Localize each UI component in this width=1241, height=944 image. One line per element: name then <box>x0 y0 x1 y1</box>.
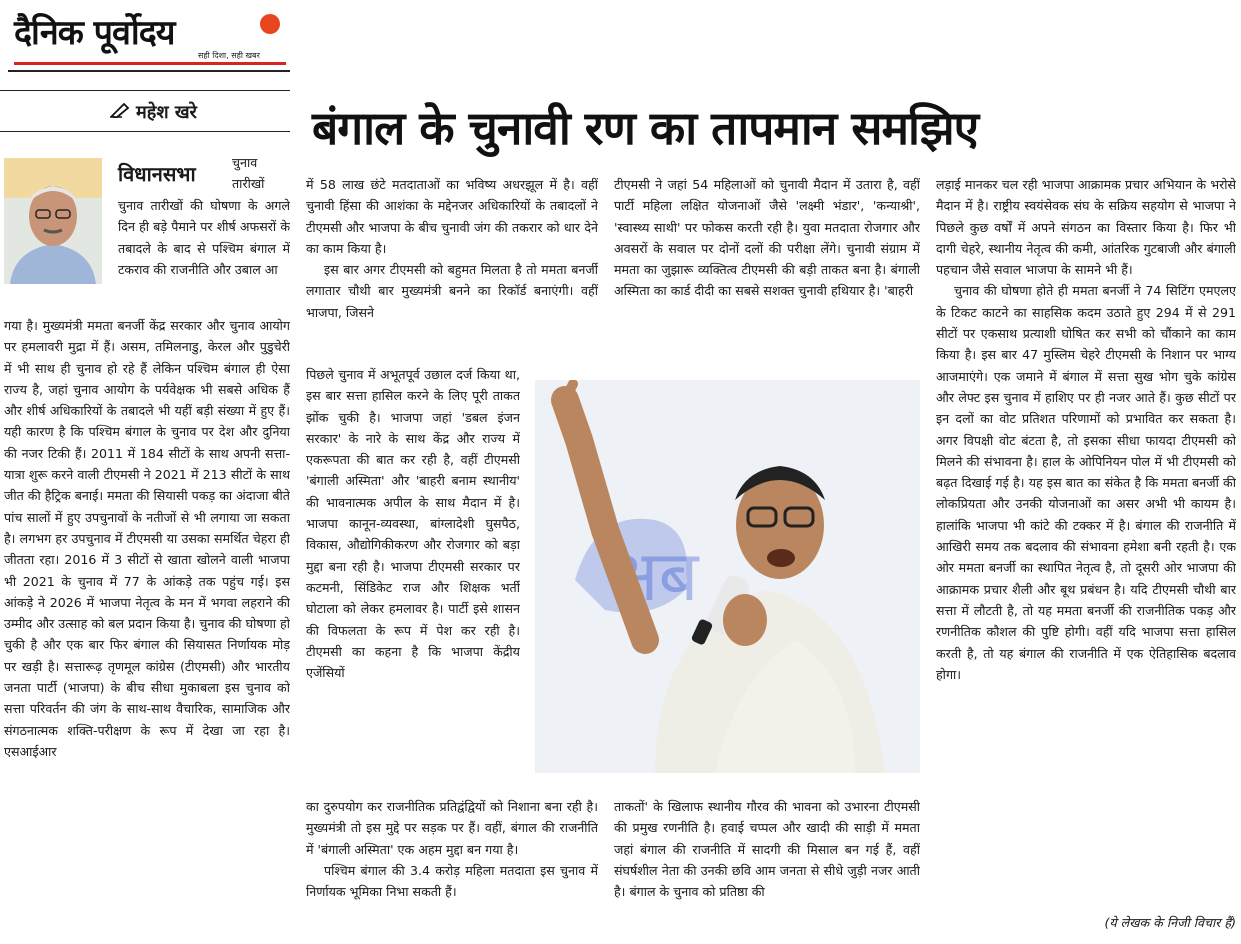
divider <box>8 70 290 72</box>
column-3-top <box>614 174 920 364</box>
column-3-bottom <box>614 796 920 938</box>
paragraph: टीएमसी ने जहां 54 महिलाओं को चुनावी मैदान में उतारा है, वहीं पार्टी महिला लक्षित योजनाओं जैसे 'लक्ष्मी भंडार', 'कन्याश्री', 'स्वास्थ्य साथी' पर फोकस करती रही है। युवा मतदाता रोजगार और अवसरों के सवाल पर दोनों दलों की परीक्षा लेंगे। चुनावी संग्राम में ममता का जुझारू व्यक्तित्व टीएमसी की बड़ी ताकत बना है। बंगाली अस्मिता का कार्ड दीदी का सबसे सशक्त चुनावी हथियार है। 'बाहरी <box>614 177 920 299</box>
column-1-top-right <box>232 152 290 196</box>
divider <box>0 90 290 91</box>
author-photo <box>4 158 102 284</box>
pen-icon <box>110 102 130 123</box>
newspaper-name: दैनिक पूर्वोदय <box>14 13 175 53</box>
masthead <box>8 4 288 76</box>
paragraph: पश्चिम बंगाल की 3.4 करोड़ महिला मतदाता इस चुनाव में निर्णायक भूमिका निभा सकती हैं। <box>306 862 598 900</box>
paragraph: में 58 लाख छंटे मतदाताओं का भविष्य अधरझूल में है। वहीं चुनावी हिंसा की आशंका के मद्देनजर अधिकारियों के तबादलों ने टीएमसी और भाजपा के बीच चुनावी जंग की तकरार को धार देने का काम किया है। <box>306 177 598 256</box>
paragraph: चुनाव की घोषणा होते ही ममता बनर्जी ने 74 सिटिंग एमएलए के टिकट काटने का साहसिक कदम उठाते हुए 294 में से 291 सीटों पर एकसाथ प्रत्याशी घोषित कर सभी को चौंकाने का काम किया है। इस बार 47 मुस्लिम चेहरे टीएमसी के निशान पर भाग्य आजमाएंगे। एक जमाने में बंगाल में सत्ता सुख भोग चुके कांग्रेस और लेफ्ट इस चुनाव में हाशिए पर ही नजर आते हैं। कुछ सीटों पर इन दलों का वोट प्रतिशत परिणामों को प्रभावित कर सकता है। अगर विपक्षी वोट बंटता है, तो इसका सीधा फायदा टीएमसी को मिलने की संभावना है। हाल के ओपिनियन पोल में भी टीएमसी को बढ़त दिखाई गई है। यह इस बात का संकेत है कि ममता बनर्जी की लोकप्रियता और उनकी योजनाओं का असर अभी भी कायम है। हालांकि भाजपा भी कांटे की टक्कर में है। बंगाल की राजनीति में आखिरी समय तक बदलाव की संभावना हमेशा बनी रहती है। एक ओर ममता बनर्जी का स्थापित नेतृत्व है, तो दूसरी ओर भाजपा की आक्रामक प्रचार शैली और बूथ प्रबंधन है। यदि टीएमसी चौथी बार सत्ता में लौटती है, तो यह ममता बनर्जी की राजनीतिक पकड़ और रणनीतिक कौशल की पुष्टि होगी। वहीं यदि भाजपा सत्ता हासिल करती है, तो यह बंगाल की राजनीति में एक ऐतिहासिक बदलाव होगा। <box>936 283 1236 682</box>
paragraph: गया है। मुख्यमंत्री ममता बनर्जी केंद्र सरकार और चुनाव आयोग पर हमलावरी मुद्रा में हैं। असम, तमिलनाडु, केरल और पुडुचेरी में भी साथ ही चुनाव हो रहे हैं लेकिन पश्चिम बंगाल ही ऐसा राज्य है, जहां चुनाव आयोग के पर्यवेक्षक भी सबसे अधिक हैं और शीर्ष अधिकारियों के तबादले भी यहीं बड़ी संख्या में हुए हैं। यही कारण है कि पश्चिम बंगाल के चुनाव पर देश और दुनिया की नजर टिकी हैं। 2011 में 184 सीटों के साथ अपनी सत्ता-यात्रा शुरू करने वाली टीएमसी ने 2021 में 213 सीटों के साथ जीत की हैट्रिक बनाई। ममता की सियासी पकड़ का अंदाजा बीते पांच सालों में हुए उपचुनावों के नतीजों से भी लगाया जा सकता है। लगभग हर उपचुनाव में टीएमसी या उसका समर्थित चेहरा ही जीतता रहा। 2016 में 3 सीटों से खाता खोलने वाली भाजपा भी 2021 के चुनाव में 77 के आंकड़े तक पहुंच गई। इस आंकड़े ने 2026 में भाजपा नेतृत्व के मन में भगवा लहराने की उम्मीद और उत्साह को बल प्रदान किया है। चुनाव की घोषणा हो चुकी है और एक बार फिर बंगाल की सियासत निर्णायक मोड़ पर खड़ी है। सत्तारूढ़ तृणमूल कांग्रेस (टीएमसी) और भारतीय जनता पार्टी (भाजपा) के बीच सीधा मुकाबला इस चुनाव को सत्ता परिवर्तन की जंग के साथ-साथ वैचारिक, सामाजिक और संगठनात्मक शक्ति-परीक्षण के रूप में देखा जा रहा है। एसआईआर <box>4 318 290 759</box>
paragraph: इस बार अगर टीएमसी को बहुमत मिलता है तो ममता बनर्जी लगातार चौथी बार मुख्यमंत्री बनने का रिकॉर्ड बनाएंगी। वहीं भाजपा, जिसने <box>306 262 598 320</box>
author-name: महेश खरे <box>136 102 197 123</box>
column-1 <box>4 315 290 937</box>
column-1-top <box>118 195 290 287</box>
paragraph: चुनाव तारीखों <box>232 155 265 192</box>
main-photo <box>535 380 920 773</box>
svg-text:अब: अब <box>605 535 699 617</box>
headline: बंगाल के चुनावी रण का तापमान समझिए <box>312 101 979 155</box>
divider <box>0 131 290 132</box>
paragraph: पिछले चुनाव में अभूतपूर्व उछाल दर्ज किया था, इस बार सत्ता हासिल करने के लिए पूरी ताकत झोंक चुकी है। भाजपा जहां 'डबल इंजन सरकार' के नारे के साथ केंद्र और राज्य में एकरूपता की बात कर रही है, वहीं टीएमसी 'बंगाली अस्मिता' और 'बाहरी बनाम स्थानीय' की भावनात्मक अपील के साथ मैदान में है। भाजपा कानून-व्यवस्था, बांग्लादेशी घुसपैठ, विकास, औद्योगिकीकरण और रोजगार को बड़ा मुद्दा बना रही है। भाजपा टीएमसी सरकार पर कटमनी, सिंडिकेट राज और शिक्षक भर्ती घोटाला को लेकर हमलावर है। पार्टी इसे शासन की विफलता के रूप में पेश कर रही है। टीएमसी का कहना है कि भाजपा केंद्रीय एजेंसियों <box>306 367 520 681</box>
paragraph: लड़ाई मानकर चल रही भाजपा आक्रामक प्रचार अभियान के भरोसे मैदान में है। राष्ट्रीय स्वयंसेवक संघ के सक्रिय सहयोग से भाजपा ने पिछले कुछ वर्षों में अपने संगठन का विस्तार किया है। फिर भी दागी चेहरे, स्थानीय नेतृत्व की कमी, आंतरिक गुटबाजी और बंगाली पहचान जैसे सवाल भाजपा के सामने भी हैं। <box>936 177 1236 278</box>
author-disclaimer: (ये लेखक के निजी विचार हैं) <box>1104 915 1236 930</box>
masthead-logo-dot <box>260 14 280 34</box>
column-2-bottom <box>306 796 598 938</box>
byline <box>110 100 197 124</box>
masthead-red-rule <box>14 62 286 65</box>
section-label: विधानसभा <box>118 162 196 186</box>
column-2-wrap <box>306 364 520 794</box>
newspaper-tagline: सही दिशा, सही खबर <box>198 51 260 60</box>
column-4 <box>936 174 1236 916</box>
paragraph: चुनाव तारीखों की घोषणा के अगले दिन ही बड़े पैमाने पर शीर्ष अफसरों के तबादले के बाद से पश्चिम बंगाल में टकराव की राजनीति और उबाल आ <box>118 198 290 277</box>
paragraph: का दुरुपयोग कर राजनीतिक प्रतिद्वंद्वियों को निशाना बना रही है। मुख्यमंत्री तो इस मुद्दे पर सड़क पर हैं। वहीं, बंगाल की राजनीति में 'बंगाली अस्मिता' एक अहम मुद्दा बन गया है। <box>306 799 598 857</box>
column-2-top <box>306 174 598 364</box>
paragraph: ताकतों' के खिलाफ स्थानीय गौरव की भावना को उभारना टीएमसी की प्रमुख रणनीति है। हवाई चप्पल और खादी की साड़ी में ममता जहां बंगाल की राजनीति में सादगी की मिसाल बन गई हैं, वहीं संघर्षशील नेता की उनकी छवि आम जनता से सीधे जुड़ी नजर आती है। बंगाल के चुनाव को प्रतिष्ठा की <box>614 799 920 900</box>
